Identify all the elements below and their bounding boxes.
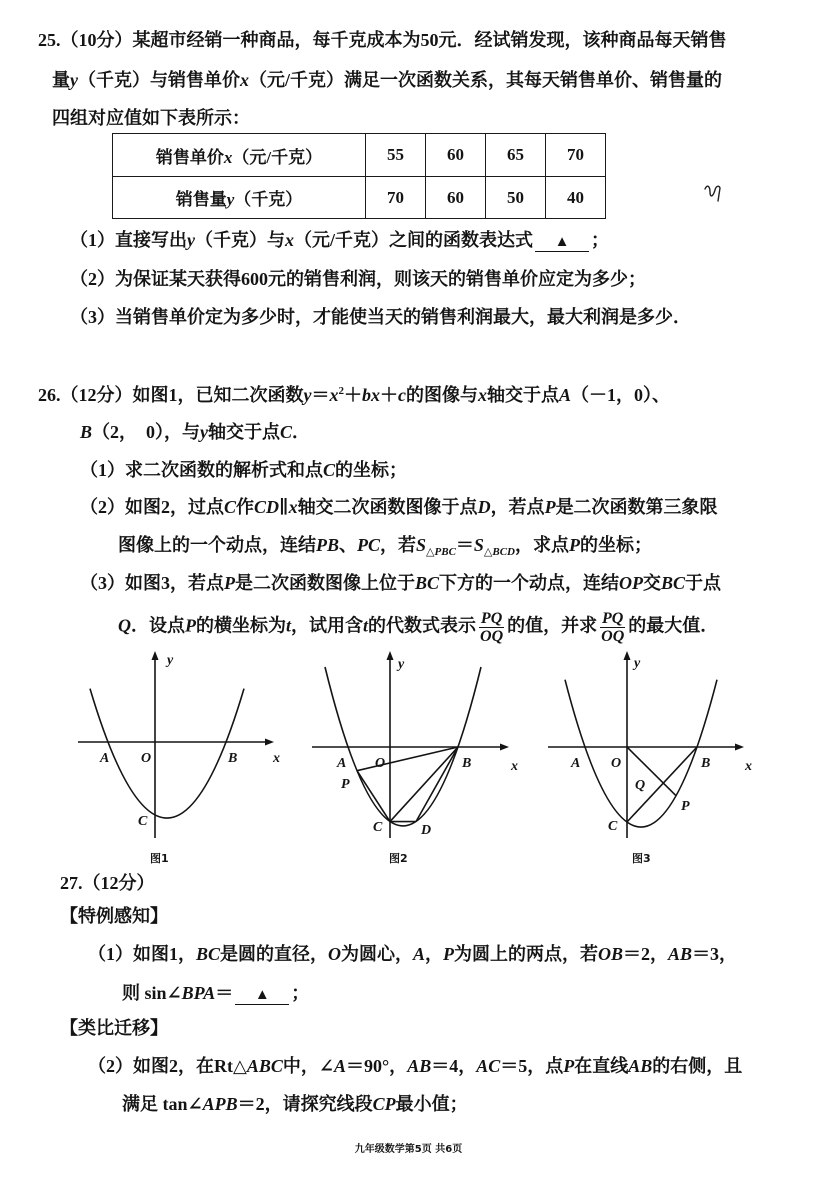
text-run: 则 sin∠	[122, 983, 182, 1003]
math-variable: OP	[619, 573, 644, 593]
text-run: （千克）与销售单价	[78, 70, 240, 90]
text-run: （2）如图2，过点	[80, 497, 224, 517]
segment-pb	[357, 747, 458, 771]
math-variable: P	[544, 497, 556, 517]
math-variable: CD	[254, 497, 280, 517]
math-variable: y	[303, 385, 312, 405]
q25-part-2	[70, 267, 646, 291]
math-variable: D	[477, 497, 491, 517]
figure-caption: 图2	[389, 852, 408, 865]
math-variable: bx	[362, 385, 380, 405]
label-x: x	[745, 759, 752, 774]
table-cell: 65	[486, 134, 546, 177]
label-b: B	[701, 756, 711, 771]
text-run: 销售单价	[155, 147, 224, 167]
math-variable: t	[286, 615, 292, 636]
label-c: C	[138, 814, 148, 829]
handwritten-scribble	[700, 180, 726, 206]
text-run: ＝4，	[431, 1056, 477, 1076]
q27-header	[60, 871, 155, 895]
table-cell: 50	[486, 177, 546, 219]
text-run: 为圆上的两点，若	[454, 944, 599, 964]
fraction	[479, 610, 504, 645]
math-variable: P	[185, 615, 196, 636]
label-o: O	[611, 756, 622, 771]
q27-part-1-line-2	[122, 981, 309, 1005]
y-axis-arrow-icon	[387, 651, 394, 660]
math-variable: O	[328, 944, 342, 964]
label-a: A	[337, 756, 347, 771]
label-y: y	[634, 656, 641, 671]
label-o: O	[141, 751, 152, 766]
text-run: 【类比迁移】	[60, 1018, 168, 1038]
math-variable: BC	[661, 573, 686, 593]
math-variable: P	[563, 1056, 575, 1076]
text-run: 27.（12分）	[60, 873, 155, 893]
text-run: ，	[425, 944, 444, 964]
fraction-denominator: OQ	[601, 628, 625, 645]
math-variable: y	[70, 70, 78, 90]
text-run: （1）求二次函数的解析式和点	[80, 460, 323, 480]
text-run: ＝	[311, 385, 330, 405]
q25-stem-line-3	[52, 106, 250, 130]
q26-part-2-line-2	[118, 533, 652, 557]
text-run: 的图像与	[406, 385, 478, 405]
parabola	[90, 689, 244, 818]
math-variable: ABC	[246, 1056, 283, 1076]
text-run: （2）为保证某天获得600元的销售利润，则该天的销售单价应定为多少；	[70, 269, 646, 289]
text-run: 最小值；	[395, 1094, 468, 1114]
label-x: x	[273, 751, 280, 766]
label-a: A	[571, 756, 581, 771]
math-variable: PC	[357, 535, 381, 555]
math-variable: x	[240, 70, 249, 90]
figure-caption: 图3	[632, 852, 651, 865]
text-run: ．	[292, 422, 311, 442]
text-run: ＝2，	[623, 944, 669, 964]
q25-part-1	[70, 228, 609, 252]
text-run: 、	[339, 535, 358, 555]
text-run: 【特例感知】	[60, 906, 168, 926]
math-variable: C	[224, 497, 237, 517]
x-axis-arrow-icon	[500, 744, 509, 751]
label-p: P	[341, 777, 350, 792]
text-run: 作	[236, 497, 255, 517]
text-run: ，若	[380, 535, 417, 555]
math-variable: PB	[316, 535, 340, 555]
segment-pc	[357, 771, 390, 822]
math-variable: B	[80, 422, 93, 442]
text-run: 是圆的直径，	[220, 944, 329, 964]
q25-stem-line-2	[52, 68, 722, 92]
table-cell: 40	[546, 177, 606, 219]
text-run: （3）如图3，若点	[80, 573, 224, 593]
x-axis-arrow-icon	[265, 739, 274, 746]
text-run: ．设点	[131, 615, 185, 636]
text-run: （2， 0），与	[92, 422, 201, 442]
text-run: 下方的一个动点，连结	[439, 573, 620, 593]
text-run: ；	[291, 983, 310, 1003]
math-variable: y	[200, 422, 209, 442]
label-y: y	[398, 657, 405, 672]
math-variable: P	[224, 573, 235, 593]
q27-section-special-case	[60, 904, 168, 928]
math-variable: A	[559, 385, 572, 405]
figure-3	[548, 651, 752, 865]
label-c: C	[373, 820, 383, 835]
text-run: 的最大值．	[628, 615, 719, 636]
row-header-volume	[113, 177, 366, 219]
row-header-price	[113, 134, 366, 177]
text-run: ＝2，请探究线段	[237, 1094, 373, 1114]
text-run: ＝90°，	[345, 1056, 408, 1076]
math-variable: y	[187, 230, 195, 250]
q26-part-3-line-2	[118, 610, 719, 645]
math-variable: AB	[628, 1056, 653, 1076]
text-run: 的坐标；	[580, 535, 652, 555]
text-run: 的值，并求	[507, 615, 598, 636]
text-run: 的坐标；	[335, 460, 408, 480]
label-x: x	[511, 759, 518, 774]
math-variable: A	[413, 944, 426, 964]
table-row	[113, 177, 606, 219]
answer-blank: ▲	[535, 233, 589, 252]
table-cell: 60	[426, 134, 486, 177]
label-o: O	[375, 756, 386, 771]
text-run: 的右侧，且	[652, 1056, 743, 1076]
text-run: 销售量	[175, 190, 227, 209]
text-run: （元/千克）之间的函数表达式	[294, 230, 533, 250]
math-variable: C	[280, 422, 293, 442]
text-run: ，求点	[515, 535, 569, 555]
math-variable: x	[288, 497, 298, 517]
label-a: A	[100, 751, 110, 766]
text-run: ；	[591, 230, 609, 250]
math-variable: P	[443, 944, 455, 964]
figure-caption: 图1	[150, 852, 169, 865]
text-run: （1）如图1，	[88, 944, 196, 964]
text-run: （千克）与	[195, 230, 285, 250]
table-cell: 55	[366, 134, 426, 177]
q26-part-3-line-1	[80, 571, 721, 595]
text-run: 量	[52, 70, 70, 90]
text-run: ＝3，	[692, 944, 738, 964]
label-b: B	[462, 756, 472, 771]
table-cell: 70	[546, 134, 606, 177]
math-variable: S	[473, 535, 484, 555]
math-variable: OB	[598, 944, 624, 964]
math-variable: AB	[407, 1056, 432, 1076]
label-p: P	[681, 799, 690, 814]
table-cell: 70	[366, 177, 426, 219]
fraction-denominator: OQ	[480, 628, 504, 645]
q25-stem-line-1	[38, 28, 727, 52]
math-variable: c	[398, 385, 406, 405]
text-run: 的代数式表示	[368, 615, 477, 636]
math-variable: x	[223, 147, 233, 167]
math-variable: APB	[202, 1094, 238, 1114]
text-run: 25.（10分）某超市经销一种商品，每千克成本为50元．经试销发现，该种商品每天销售	[38, 30, 727, 50]
q27-part-2-line-1	[88, 1054, 742, 1078]
text-run: 轴交于点	[208, 422, 281, 442]
q27-part-1-line-1	[88, 942, 737, 966]
q26-stem-line-2	[80, 420, 310, 444]
text-run: 四组对应值如下表所示：	[52, 108, 250, 128]
text-run: ，若点	[490, 497, 545, 517]
subscript: △PBC	[426, 546, 456, 558]
math-variable: t	[363, 615, 369, 636]
math-variable: CP	[372, 1094, 396, 1114]
text-run: ＝5，点	[500, 1056, 564, 1076]
text-run: ＋	[380, 385, 398, 405]
figure-2	[312, 651, 518, 865]
label-b: B	[228, 751, 238, 766]
label-d: D	[421, 823, 432, 838]
y-axis-arrow-icon	[152, 651, 159, 660]
segment-bc	[390, 747, 458, 822]
math-variable: BPA	[181, 983, 216, 1003]
label-y: y	[167, 653, 174, 668]
page-footer: 九年级数学第5页 共6页	[354, 1144, 463, 1155]
math-variable: AB	[668, 944, 693, 964]
text-run: 为圆心，	[341, 944, 414, 964]
text-run: 中，∠	[282, 1056, 334, 1076]
q25-part-3	[70, 305, 691, 329]
text-run: 轴交于点	[487, 385, 559, 405]
math-variable: y	[226, 190, 235, 209]
math-variable: AC	[476, 1056, 501, 1076]
q26-part-1	[80, 458, 407, 482]
math-variable: C	[323, 460, 336, 480]
text-run: （－1，0）、	[571, 385, 671, 405]
fraction	[600, 610, 625, 645]
parabola-figures	[0, 645, 817, 875]
fraction-numerator: PQ	[480, 610, 503, 627]
text-run: 的横坐标为	[196, 615, 286, 636]
text-run: （3）当销售单价定为多少时，才能使当天的销售利润最大，最大利润是多少．	[70, 307, 691, 327]
superscript: 2	[338, 385, 344, 397]
segment-bd	[416, 747, 458, 822]
text-run: ∥	[279, 497, 289, 517]
table-row	[113, 134, 606, 177]
q26-part-2-line-1	[80, 495, 718, 519]
math-variable: P	[569, 535, 580, 555]
text-run: （元/千克）满足一次函数关系，其每天销售单价、销售量的	[249, 70, 722, 90]
text-run: （2）如图2，在Rt△	[88, 1056, 247, 1076]
math-variable: x	[285, 230, 294, 250]
text-run: （1）直接写出	[70, 230, 187, 250]
text-run: 是二次函数图像上位于	[235, 573, 415, 593]
subscript: △BCD	[483, 546, 515, 558]
text-run: 图像上的一个动点，连结	[118, 535, 316, 555]
label-c: C	[608, 819, 618, 834]
text-run: 满足 tan∠	[122, 1094, 203, 1114]
math-variable: x	[478, 385, 487, 405]
x-axis-arrow-icon	[735, 744, 744, 751]
label-q: Q	[635, 778, 646, 793]
text-run: （元/千克）	[232, 147, 323, 167]
y-axis-arrow-icon	[624, 651, 631, 660]
text-run: 于点	[685, 573, 722, 593]
q27-section-analogy	[60, 1016, 168, 1040]
figure-1	[78, 651, 280, 865]
q26-stem-line-1	[38, 383, 670, 407]
text-run: 26.（12分）如图1，已知二次函数	[38, 385, 304, 405]
text-run: ＝	[455, 535, 474, 555]
text-run: ＋	[344, 385, 362, 405]
math-variable: A	[333, 1056, 346, 1076]
math-variable: Q	[118, 615, 131, 636]
math-variable: BC	[415, 573, 440, 593]
text-run: 是二次函数第三象限	[555, 497, 718, 517]
price-volume-table	[112, 133, 606, 219]
fraction-numerator: PQ	[602, 610, 624, 627]
math-variable: x	[329, 385, 339, 405]
text-run: ，试用含	[291, 615, 364, 636]
answer-blank: ▲	[235, 986, 289, 1005]
math-variable: BC	[196, 944, 221, 964]
text-run: 轴交二次函数图像于点	[297, 497, 478, 517]
math-variable: S	[416, 535, 427, 555]
parabola	[565, 680, 717, 827]
text-run: 交	[643, 573, 662, 593]
text-run: （千克）	[234, 190, 303, 209]
q27-part-2-line-2	[122, 1092, 468, 1116]
text-run: ＝	[215, 983, 234, 1003]
table-cell: 60	[426, 177, 486, 219]
text-run: 在直线	[574, 1056, 629, 1076]
